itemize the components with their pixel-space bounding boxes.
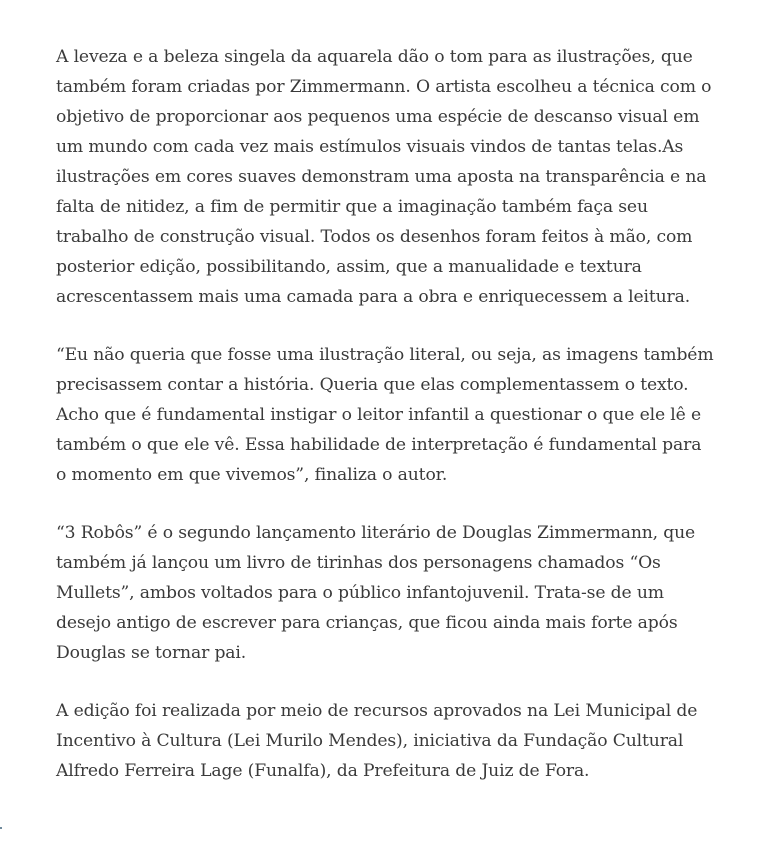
paragraph-watercolor-illustrations: A leveza e a beleza singela da aquarela dão o tom para as ilustrações, que também foram criadas por Zimmermann. O artista escolheu a técnica com o objetivo de proporcionar aos pequenos uma espécie de descanso visual em um mundo com cada vez mais estímulos visuais vindos de tantas telas.As ilustrações em cores suaves demonstram uma aposta na transparência e na falta de nitidez, a fim de permitir que a imaginação também faça seu trabalho de construção visual. Todos os desenhos foram feitos à mão, com posterior edição, possibilitando, assim, que a manualidade e textura acrescentassem mais uma camada para a obra e enriquecessem a leitura.: [56, 47, 712, 307]
edge-artifact: [0, 827, 2, 829]
article-body: [56, 42, 716, 786]
paragraph-author-quote: “Eu não queria que fosse uma ilustração literal, ou seja, as imagens também precisassem contar a história. Queria que elas complementassem o texto. Acho que é fundamental instigar o leitor infantil a questionar o que ele lê e também o que ele vê. Essa habilidade de interpretação é fundamental para o momento em que vivemos”, finaliza o autor.: [56, 345, 714, 485]
paragraph-second-release: “3 Robôs” é o segundo lançamento literário de Douglas Zimmermann, que também já lançou um livro de tirinhas dos personagens chamados “Os Mullets”, ambos voltados para o público infantojuvenil. Trata-se de um desejo antigo de escrever para crianças, que ficou ainda mais forte após Douglas se tornar pai.: [56, 523, 696, 663]
paragraph-funding: A edição foi realizada por meio de recursos aprovados na Lei Municipal de Incentivo à Cultura (Lei Murilo Mendes), iniciativa da Fundação Cultural Alfredo Ferreira Lage (Funalfa), da Prefeitura de Juiz de Fora.: [56, 701, 698, 781]
